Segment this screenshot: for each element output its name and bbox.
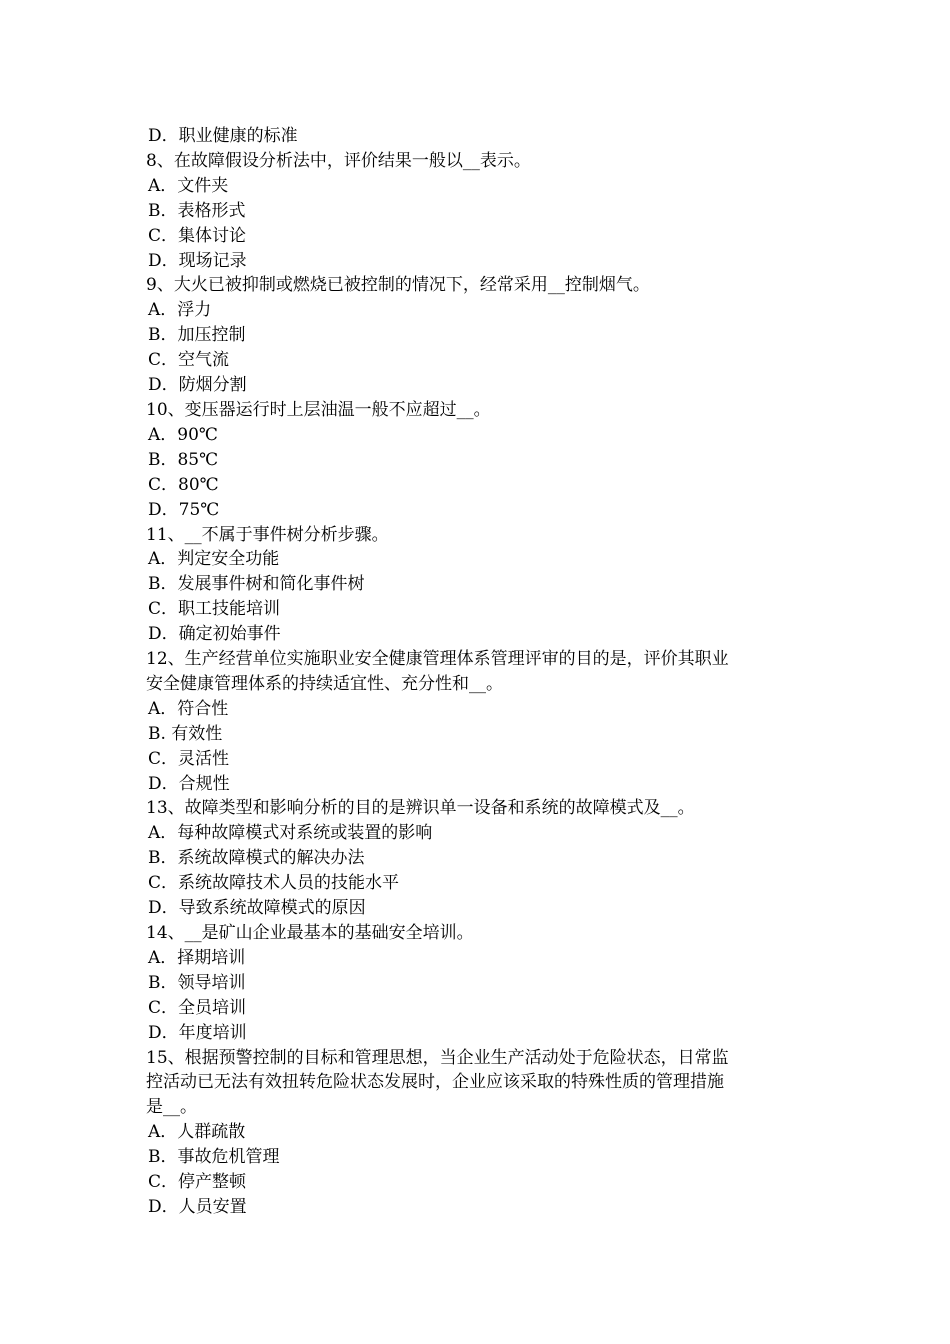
question-text: 12、生产经营单位实施职业安全健康管理体系管理评审的目的是，评价其职业 <box>146 649 729 670</box>
answer-option: A．90℃ <box>148 424 218 445</box>
answer-option: C．停产整顿 <box>148 1172 247 1193</box>
answer-option: A．判定安全功能 <box>148 549 280 570</box>
answer-option: D．确定初始事件 <box>148 624 281 645</box>
answer-option: D．合规性 <box>148 773 230 794</box>
answer-option: B．事故危机管理 <box>148 1147 280 1168</box>
answer-option: C．灵活性 <box>148 748 230 769</box>
question-text: 9、大火已被抑制或燃烧已被控制的情况下，经常采用__控制烟气。 <box>146 275 650 296</box>
answer-option: A．人群疏散 <box>148 1122 246 1143</box>
answer-option: A．浮力 <box>148 300 212 321</box>
answer-option: C．空气流 <box>148 350 230 371</box>
answer-option: D．现场记录 <box>148 250 247 271</box>
question-text: 15、根据预警控制的目标和管理思想，当企业生产活动处于危险状态，日常监 <box>146 1047 729 1068</box>
question-text: 安全健康管理体系的持续适宜性、充分性和__。 <box>146 673 503 694</box>
document-page <box>146 124 816 1220</box>
answer-option: C．全员培训 <box>148 997 247 1018</box>
answer-option: B．85℃ <box>148 449 219 470</box>
answer-option: A．每种故障模式对系统或装置的影响 <box>148 823 433 844</box>
answer-option: A．符合性 <box>148 698 229 719</box>
question-text: 10、变压器运行时上层油温一般不应超过__。 <box>146 399 491 420</box>
answer-option: B．系统故障模式的解决办法 <box>148 848 365 869</box>
answer-option: A．择期培训 <box>148 947 246 968</box>
answer-option: D．人员安置 <box>148 1196 247 1217</box>
answer-option: B．领导培训 <box>148 972 246 993</box>
answer-option: C．系统故障技术人员的技能水平 <box>148 873 400 894</box>
answer-option: C．80℃ <box>148 474 219 495</box>
answer-option: D．75℃ <box>148 499 220 520</box>
question-text: 13、故障类型和影响分析的目的是辨识单一设备和系统的故障模式及__。 <box>146 798 695 819</box>
answer-option: D．防烟分割 <box>148 375 247 396</box>
answer-option: D．年度培训 <box>148 1022 247 1043</box>
answer-option: B．发展事件树和简化事件树 <box>148 574 365 595</box>
question-text: 8、在故障假设分析法中，评价结果一般以__表示。 <box>146 150 531 171</box>
question-text: 是__。 <box>146 1097 197 1118</box>
answer-option: B．加压控制 <box>148 325 246 346</box>
answer-option: B. 有效性 <box>148 723 223 744</box>
answer-option: D．导致系统故障模式的原因 <box>148 898 366 919</box>
answer-option: A．文件夹 <box>148 175 229 196</box>
question-text: 14、__是矿山企业最基本的基础安全培训。 <box>146 923 474 943</box>
answer-option: D．职业健康的标准 <box>148 126 298 146</box>
answer-option: B．表格形式 <box>148 200 246 221</box>
question-text: 11、__不属于事件树分析步骤。 <box>146 524 389 545</box>
question-text: 控活动已无法有效扭转危险状态发展时，企业应该采取的特殊性质的管理措施 <box>146 1072 724 1093</box>
answer-option: C．集体讨论 <box>148 225 247 246</box>
answer-option: C．职工技能培训 <box>148 599 281 620</box>
